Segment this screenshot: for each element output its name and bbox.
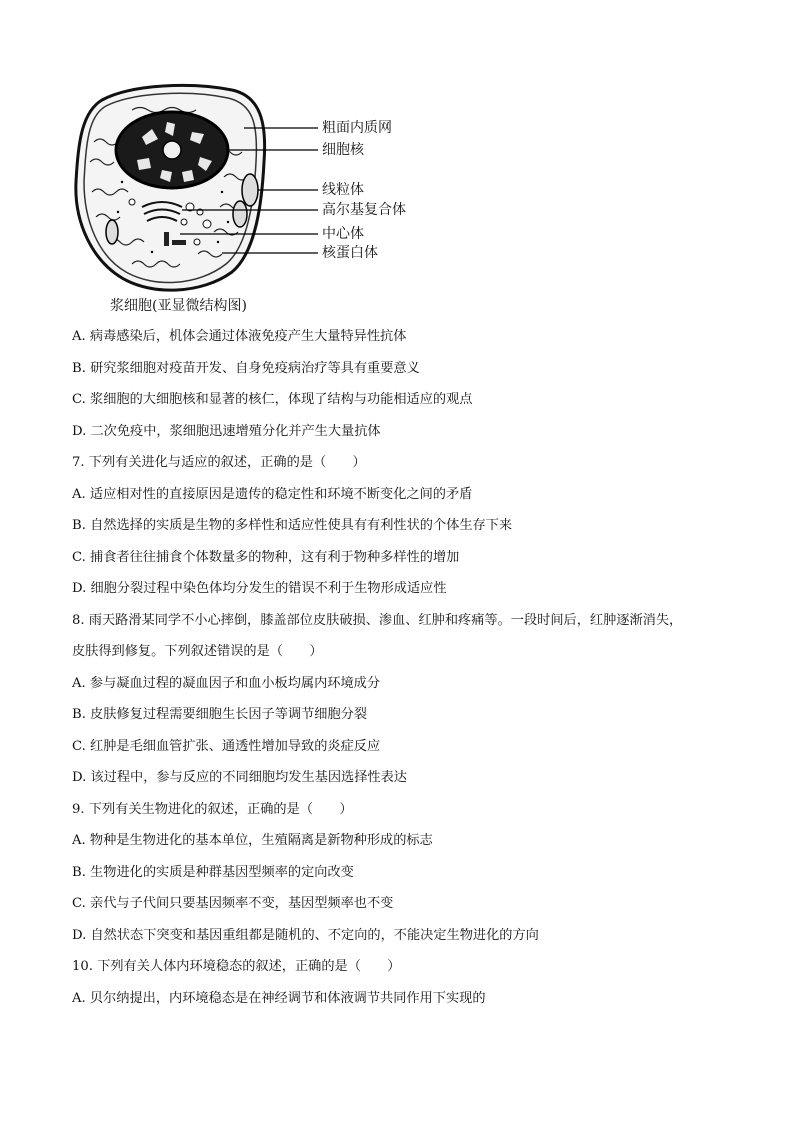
nucleolus [163,141,181,159]
q7-option-c: C. 捕食者往往捕食个体数量多的物种，这有利于物种多样性的增加 [72,550,460,565]
q8-option-c: C. 红肿是毛细血管扩张、通透性增加导致的炎症反应 [72,739,381,754]
plasma-cell-illustration [72,82,432,314]
mitochondrion [242,174,258,206]
label-ribosome: 核蛋白体 [322,245,378,261]
q8-option-b: B. 皮肤修复过程需要细胞生长因子等调节细胞分裂 [72,707,368,722]
q10-stem: 10. 下列有关人体内环境稳态的叙述，正确的是（ ） [72,959,401,974]
q9-option-b: B. 生物进化的实质是种群基因型频率的定向改变 [72,865,354,880]
q7-option-b: B. 自然选择的实质是生物的多样性和适应性使具有有利性状的个体生存下来 [72,518,513,533]
label-nucleus: 细胞核 [322,142,364,158]
label-golgi: 高尔基复合体 [322,202,406,218]
q9-option-c: C. 亲代与子代间只要基因频率不变，基因型频率也不变 [72,896,394,911]
q10-option-a: A. 贝尔纳提出，内环境稳态是在神经调节和体液调节共同作用下实现的 [72,991,486,1006]
q7-stem: 7. 下列有关进化与适应的叙述，正确的是（ ） [72,455,366,470]
q7-option-a: A. 适应相对性的直接原因是遗传的稳定性和环境不断变化之间的矛盾 [72,487,473,502]
label-mitochondrion: 线粒体 [322,182,364,198]
q8-option-a: A. 参与凝血过程的凝血因子和血小板均属内环境成分 [72,676,381,691]
q6-option-a: A. 病毒感染后，机体会通过体液免疫产生大量特异性抗体 [72,329,407,344]
plasma-cell-figure [72,82,432,314]
q8-stem-line2: 皮肤得到修复。下列叙述错误的是（ ） [72,644,323,659]
q9-option-d: D. 自然状态下突变和基因重组都是随机的、不定向的，不能决定生物进化的方向 [72,928,539,943]
q8-option-d: D. 该过程中，参与反应的不同细胞均发生基因选择性表达 [72,770,407,785]
q6-option-c: C. 浆细胞的大细胞核和显著的核仁，体现了结构与功能相适应的观点 [72,392,473,407]
q6-option-d: D. 二次免疫中，浆细胞迅速增殖分化并产生大量抗体 [72,424,381,439]
label-rough-er: 粗面内质网 [322,120,392,136]
label-centriole: 中心体 [322,226,364,242]
q6-option-b: B. 研究浆细胞对疫苗开发、自身免疫病治疗等具有重要意义 [72,361,420,376]
q7-option-d: D. 细胞分裂过程中染色体均分发生的错误不利于生物形成适应性 [72,581,447,596]
q9-stem: 9. 下列有关生物进化的叙述，正确的是（ ） [72,802,353,817]
figure-caption: 浆细胞(亚显微结构图) [110,298,247,314]
q8-stem-line1: 8. 雨天路滑某同学不小心摔倒，膝盖部位皮肤破损、渗血、红肿和疼痛等。一段时间后，红肿逐渐消失， [72,613,683,628]
q9-option-a: A. 物种是生物进化的基本单位，生殖隔离是新物种形成的标志 [72,833,433,848]
